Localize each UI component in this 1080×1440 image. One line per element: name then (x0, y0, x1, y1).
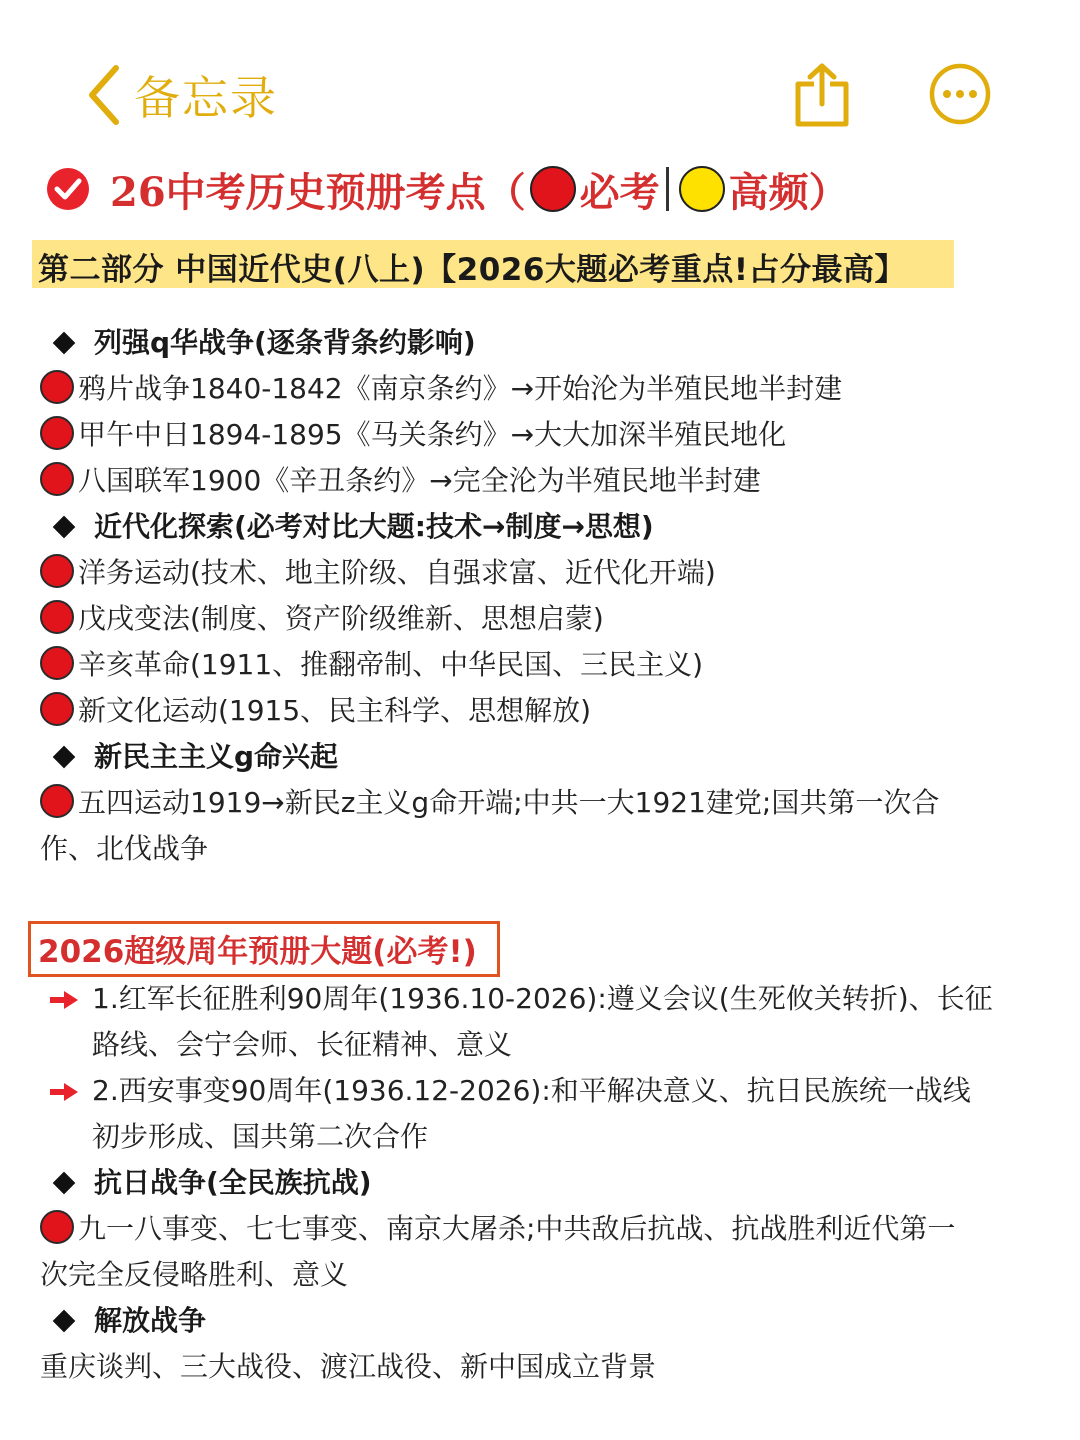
heading-wars: 列强q华战争(逐条背条约影响) (50, 323, 476, 363)
title-must-label: 必考 (579, 168, 660, 216)
red-dot-icon (40, 600, 74, 634)
list-item: 甲午中日1894-1895《马关条约》→大大加深半殖民地化 (40, 415, 786, 455)
list-item-continuation: 作、北伐战争 (40, 832, 209, 865)
list-item: 2.西安事变90周年(1936.12-2026):和平解决意义、抗日民族统一战线 (48, 1071, 971, 1111)
heading-new-democratic: 新民主主义g命兴起 (50, 737, 338, 777)
list-item-continuation: 初步形成、国共第二次合作 (92, 1120, 429, 1153)
title-freq-label: 高频） (728, 168, 849, 216)
back-label: 备忘录 (134, 71, 278, 125)
list-item: 新文化运动(1915、民主科学、思想解放) (40, 691, 591, 731)
back-chevron-icon (84, 64, 124, 126)
list-item-continuation: 次完全反侵略胜利、意义 (40, 1258, 349, 1291)
diamond-icon (53, 1172, 76, 1195)
list-item: 九一八事变、七七事变、南京大屠杀;中共敌后抗战、抗战胜利近代第一 (40, 1209, 955, 1249)
list-item: 八国联军1900《辛丑条约》→完全沦为半殖民地半封建 (40, 461, 761, 501)
back-button[interactable] (84, 60, 278, 130)
list-item: 1.红军长征胜利90周年(1936.10-2026):遵义会议(生死攸关转折)、长征 (48, 979, 993, 1019)
heading-anti-japanese-war: 抗日战争(全民族抗战) (50, 1163, 372, 1203)
nav-bar (0, 40, 1080, 150)
divider (666, 167, 669, 211)
check-circle-icon (46, 167, 90, 211)
red-dot-icon (40, 370, 74, 404)
title-main: 26中考历史预册考点（ (110, 168, 526, 216)
red-dot-icon (40, 784, 74, 818)
red-dot-icon (40, 646, 74, 680)
list-item: 鸦片战争1840-1842《南京条约》→开始沦为半殖民地半封建 (40, 369, 842, 409)
more-icon[interactable] (928, 62, 992, 126)
diamond-icon (53, 1310, 76, 1333)
anniversary-title: 2026超级周年预册大题(必考!) (38, 934, 477, 970)
list-item: 洋务运动(技术、地主阶级、自强求富、近代化开端) (40, 553, 716, 593)
list-item: 戊戌变法(制度、资产阶级维新、思想启蒙) (40, 599, 604, 639)
list-item-continuation: 路线、会宁会师、长征精神、意义 (92, 1028, 513, 1061)
diamond-icon (53, 332, 76, 355)
red-dot-icon (40, 462, 74, 496)
red-dot-icon (40, 416, 74, 450)
red-dot-icon (530, 166, 576, 212)
yellow-dot-icon (679, 166, 725, 212)
share-icon[interactable] (794, 62, 850, 128)
heading-liberation-war: 解放战争 (50, 1301, 206, 1341)
section-banner: 第二部分 中国近代史(八上)【2026大题必考重点!占分最高】 (38, 252, 907, 288)
heading-modernization: 近代化探索(必考对比大题:技术→制度→思想) (50, 507, 654, 547)
red-arrow-icon (48, 1081, 80, 1103)
red-arrow-icon (48, 989, 80, 1011)
list-item: 辛亥革命(1911、推翻帝制、中华民国、三民主义) (40, 645, 703, 685)
list-item: 重庆谈判、三大战役、渡江战役、新中国成立背景 (40, 1350, 657, 1383)
red-dot-icon (40, 554, 74, 588)
diamond-icon (53, 516, 76, 539)
red-dot-icon (40, 692, 74, 726)
note-title (46, 158, 849, 220)
diamond-icon (53, 746, 76, 769)
red-dot-icon (40, 1210, 74, 1244)
list-item: 五四运动1919→新民z主义g命开端;中共一大1921建党;国共第一次合 (40, 783, 939, 823)
